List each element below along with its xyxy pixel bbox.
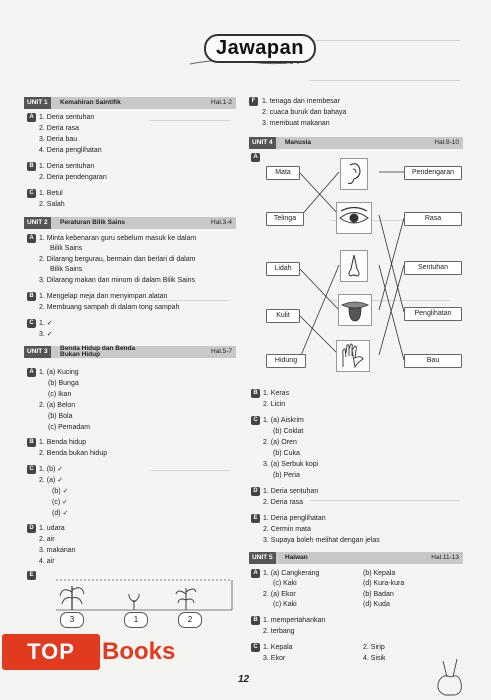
sequence-label-text: 3 [69,615,75,624]
sequence-label-text: 2 [187,615,193,624]
page-title: Jawapan [204,34,316,63]
unit-pages: Hal.8-10 [434,139,459,146]
answer-line: 4. air [39,558,55,565]
section-badge: A [251,569,260,578]
answer-line: (b) ✓ [52,488,69,495]
unit1-header [24,97,236,109]
tongue-image [338,294,372,326]
match-right-label: Sentuhan [418,264,448,271]
answer-line: (c) Ikan [48,391,72,398]
match-left-label: Hidung [274,357,298,364]
match-right-label: Bau [426,357,440,364]
title-banner [190,28,310,68]
hand-image [336,340,370,372]
section-badge: A [251,153,260,162]
answer-line: 2. Membuang sampah di dalam tong sampah [39,304,180,311]
sequence-label-text: 1 [133,615,139,624]
answer-line: 2. air [39,536,55,543]
answer-line: 1. Deria sentuhan [39,163,95,170]
unit-pages: Hal.1-2 [211,99,232,106]
rabbit-decoration-icon [425,655,475,697]
match-right-box [404,261,462,275]
answer-line: 2. Salah [39,201,65,208]
unit-name: Haiwan [285,554,308,561]
answer-line: (d) Kura-kura [363,580,405,587]
unit2-header [24,217,236,229]
match-left-box [266,354,306,368]
answer-line: 4. Sisik [363,655,386,662]
page-number: 12 [238,674,250,685]
nose-image [340,250,368,282]
answer-line: 3. Ekor [263,655,286,662]
answer-line: 1. Kepala [263,644,293,651]
answer-line: 1. (a) Kucing [39,369,79,376]
section-badge: C [27,319,36,328]
answer-line: (d) Kuda [363,601,390,608]
section-badge: D [251,487,260,496]
section-badge: C [27,465,36,474]
match-left-label: Telinga [273,215,297,222]
match-right-label: Rasa [424,215,442,222]
unit-pages: Hal.11-13 [431,554,459,561]
answer-line: (b) Coklat [273,428,304,435]
unit5-header [249,552,463,564]
unit-name: Peraturan Bilik Sains [60,219,126,226]
answer-line: (b) Bola [48,413,73,420]
nose-icon [341,251,367,281]
answer-line: 2. Dilarang bergurau, bermain dan berlari di dalam [39,256,196,263]
answer-line: 1. Minta kebenaran guru sebelum masuk ke dalam [39,235,197,242]
answer-line: 2. Licin [263,401,286,408]
answer-line: 1. (a) Cangkerang [263,570,320,577]
unit-name-line1: Benda Hidup dan Benda [60,345,136,352]
answer-line: 2. Deria rasa [263,499,304,506]
answer-line: (c) Kaki [273,580,297,587]
topbooks-logo [2,632,198,670]
answer-line: 1. Mengelap meja dan menyimpan alatan [39,293,168,300]
unit-pages: Hal.5-7 [211,348,232,355]
answer-line: 2. (a) Ekor [263,591,296,598]
unit-number: UNIT 1 [24,97,51,109]
answer-line: (b) Cuka [273,450,300,457]
sequence-label [60,612,84,628]
section-badge: D [27,524,36,533]
unit-number: UNIT 4 [249,137,276,149]
unit-number: UNIT 5 [249,552,276,564]
answer-line: 2. (a) ✓ [39,477,64,484]
answer-line: 2. (a) Oren [263,439,297,446]
section-badge: C [27,189,36,198]
answer-line: (c) Pemadam [48,424,91,431]
answer-line: (d) ✓ [52,510,69,517]
match-right-box [404,212,462,226]
match-left-label: Lidah [274,265,292,272]
section-badge: A [27,234,36,243]
answer-line: 1. Deria sentuhan [39,114,95,121]
answer-line: 3. Dilarang makan dan minum di dalam Bilik Sains [39,277,196,284]
match-right-label: Pendengaran [411,169,455,176]
answer-line: 1. udara [39,525,65,532]
answer-line: 1. Deria sentuhan [263,488,319,495]
answer-line: (c) ✓ [52,499,68,506]
section-badge: B [27,162,36,171]
answer-line: Bilik Sains [50,245,83,252]
eye-icon [337,203,371,233]
match-left-box [266,166,300,180]
answer-line: (b) Peria [273,472,300,479]
section-badge: B [27,438,36,447]
unit4-header [249,137,463,149]
section-badge: E [27,571,36,580]
answer-line: 1. (a) Aiskrim [263,417,304,424]
logo-books-text: Books [102,638,176,665]
ear-icon [341,159,367,189]
match-right-box [404,166,462,180]
answer-line: (c) Kaki [273,601,297,608]
sequence-label [178,612,202,628]
answer-line: 2. Cermin mata [263,526,311,533]
answer-line: 2. cuaca buruk dan bahaya [262,109,347,116]
match-right-box [404,354,462,368]
answer-line: 1. Betul [39,190,63,197]
unit-name: Manusia [285,139,312,146]
section-badge: C [251,416,260,425]
match-right-label: Penglihatan [414,310,452,317]
logo-top-text: TOP [2,634,100,670]
section-badge: B [251,616,260,625]
unit-number: UNIT 2 [24,217,51,229]
section-badge: E [251,514,260,523]
answer-line: 1. (b) ✓ [39,466,64,473]
answer-line: 1. ✓ [39,320,53,327]
answer-line: 4. Deria penglihatan [39,147,102,154]
section-badge: B [251,389,260,398]
eye-image [336,202,372,234]
unit-number: UNIT 3 [24,346,51,358]
answer-line: 3. (a) Serbuk kopi [263,461,319,468]
answer-line: Bilik Sains [50,266,83,273]
sequence-label [124,612,148,628]
answer-line: 2. Deria rasa [39,125,80,132]
section-badge: C [251,643,260,652]
answer-line: 1. Deria penglihatan [263,515,326,522]
unit-pages: Hal.3-4 [211,219,232,226]
ear-image [340,158,368,190]
answer-line: (b) Badan [363,591,394,598]
section-badge: A [27,113,36,122]
answer-line: 2. Sirip [363,644,385,651]
match-left-box [266,309,300,323]
unit-name: Kemahiran Saintifik [60,99,121,106]
unit3-header [24,346,236,358]
hand-icon [337,341,369,371]
match-left-box [266,212,304,226]
match-left-box [266,262,300,276]
tongue-icon [339,295,371,325]
section-badge: F [249,97,258,106]
answer-line: 3. makanan [39,547,76,554]
answer-line: 2. terbang [263,628,295,635]
answer-line: 3. Supaya boleh melihat dengan jelas [263,537,380,544]
answer-line: 3. Deria bau [39,136,78,143]
section-badge: A [27,368,36,377]
answer-line: 1. tenaga dan membesar [262,98,340,105]
answer-line: 3. membuat makanan [262,120,330,127]
answer-line: (b) Bunga [48,380,79,387]
answer-line: 1. Keras [263,390,290,397]
section-badge: B [27,292,36,301]
answer-line: 1. Benda hidup [39,439,87,446]
answer-line: 2. (a) Belon [39,402,76,409]
answer-line: (b) Kepala [363,570,396,577]
answer-line: 1. mempertahankan [263,617,326,624]
unit-name-line2: Bukan Hidup [60,351,101,358]
match-left-label: Kulit [276,312,290,319]
answer-line: 2. Deria pendengaran [39,174,107,181]
answer-line: 2. Benda bukan hidup [39,450,108,457]
match-left-label: Mata [275,169,291,176]
match-right-box [404,307,462,321]
answer-line: 3. ✓ [39,331,53,338]
